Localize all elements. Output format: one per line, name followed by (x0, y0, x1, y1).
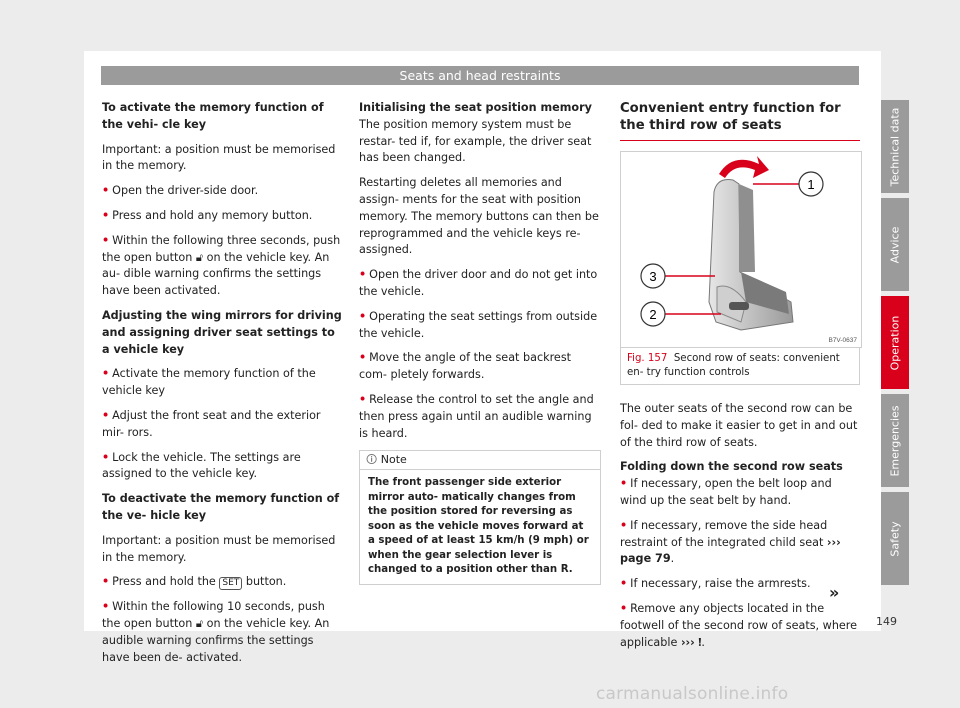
bullet-icon: • (359, 309, 367, 323)
warning-reference-link[interactable]: ››› (680, 635, 695, 649)
note-label: Note (380, 453, 407, 467)
bullet-icon: • (102, 184, 110, 198)
bullet-item (102, 233, 344, 300)
bullet-item (359, 392, 601, 442)
page-number: 149 (876, 615, 897, 628)
bullet-text: on the vehicle key. An au- dible warning confirms the settings have been activated. (102, 250, 330, 298)
bullet-text: If necessary, open the belt loop and wind up the seat belt by hand. (620, 477, 832, 507)
bullet-item (620, 601, 860, 651)
bullet-icon: • (102, 408, 110, 422)
bullet-icon: • (359, 351, 367, 365)
bullet-item (359, 350, 601, 384)
arrow-icon (719, 156, 769, 178)
column-right (620, 100, 860, 659)
heading-initialising: Initialising the seat position memory (359, 101, 592, 114)
bullet-icon: • (620, 477, 628, 491)
callout-label: 1 (807, 177, 815, 192)
bullet-icon: • (102, 600, 110, 614)
tab-advice[interactable] (881, 198, 909, 291)
tab-emergencies[interactable] (881, 394, 909, 487)
tab-label: Safety (888, 520, 902, 557)
page-reference-link[interactable]: ››› page 79 (620, 535, 841, 566)
bullet-icon: • (102, 367, 110, 381)
continue-mark: » (829, 583, 840, 602)
callout-label: 3 (649, 269, 657, 284)
tab-label: Operation (888, 315, 902, 370)
bullet-icon: • (359, 268, 367, 282)
bullet-text: . (670, 552, 675, 566)
tab-technical-data[interactable] (881, 100, 909, 193)
bullet-text: If necessary, remove the side head restraint of the integrated child seat (620, 518, 828, 549)
bullet-text: If necessary, raise the armrests. (630, 577, 811, 591)
note-box (359, 450, 601, 585)
column-left (102, 100, 344, 674)
note-header (360, 451, 600, 470)
bullet-icon: • (102, 450, 110, 464)
bullet-icon: • (102, 233, 110, 247)
note-text: The front passenger side exterior mirror auto- matically changes from the position stored for reversing as soon as the vehicle moves forward at a speed of at least 15 km/h (9 mph) or when the gear selection lever is changed to a position other than R. (368, 477, 589, 576)
figure-seat-controls (620, 151, 862, 348)
bullet-icon: • (620, 577, 628, 591)
tab-label: Emergencies (888, 404, 902, 477)
bullet-text: . (701, 635, 705, 649)
bullet-item (359, 309, 601, 343)
bullet-item (102, 450, 344, 484)
key-unlock-icon: 🔓︎ (195, 250, 204, 264)
bullet-text: Open the driver door and do not get into the vehicle. (359, 268, 598, 298)
bullet-text: Within the following three seconds, push the open button (102, 233, 341, 264)
text-important: Important: a position must be memorised in the memory. (102, 142, 336, 173)
column-middle (359, 100, 601, 585)
bullet-text: Lock the vehicle. The settings are assigned to the vehicle key. (102, 450, 301, 481)
figure-code: B7V-0637 (828, 337, 857, 344)
bullet-text: button. (245, 575, 287, 589)
bullet-icon: • (102, 208, 110, 222)
bullet-item (102, 599, 344, 666)
bullet-text: Press and hold any memory button. (112, 208, 313, 222)
bullet-text: Open the driver-side door. (112, 184, 259, 198)
bullet-text: Press and hold the (112, 575, 216, 589)
text-important: Important: a position must be memorised in the memory. (102, 533, 336, 564)
text-paragraph: The position memory system must be restar- ted if, for example, the driver seat has been changed. (359, 117, 592, 165)
bullet-text: Within the following 10 seconds, push the open button (102, 600, 325, 630)
callout-label: 2 (649, 307, 657, 322)
bullet-text: Remove any objects located in the footwell of the second row of seats, where applicable (620, 601, 858, 649)
bullet-text: on the vehicle key. An audible warning confirms the settings have been de- activated. (102, 616, 330, 664)
bullet-text: Activate the memory function of the vehicle key (102, 367, 316, 398)
footer-watermark: carmanualsonline.info (596, 684, 789, 704)
bullet-icon: • (359, 392, 367, 406)
section-header: Seats and head restraints (101, 66, 859, 85)
note-icon: 🛈︎ (366, 453, 378, 467)
bullet-item (102, 183, 344, 200)
bullet-item (102, 408, 344, 442)
tab-label: Advice (888, 226, 902, 263)
heading-folding: Folding down the second row seats (620, 460, 843, 474)
tab-safety[interactable] (881, 492, 909, 585)
key-unlock-icon: 🔓︎ (195, 616, 204, 630)
heading-deactivate: To deactivate the memory function of the ve- hicle key (102, 492, 340, 522)
bullet-text: Move the angle of the seat backrest com- pletely forwards. (359, 351, 572, 382)
tab-operation[interactable] (881, 296, 909, 389)
bullet-item (102, 574, 344, 591)
set-key-label: SET (219, 577, 242, 590)
bullet-text: Release the control to set the angle and then press again until an audible warning is heard. (359, 392, 594, 440)
heading-adjust: Adjusting the wing mirrors for driving and assigning driver seat settings to a vehicle key (102, 308, 342, 356)
seat-illustration (621, 152, 861, 347)
figure-caption-text: Second row of seats: convenient en- try function controls (627, 353, 840, 378)
bullet-item (620, 576, 860, 593)
bullet-item (359, 267, 601, 301)
bullet-icon: • (620, 601, 628, 615)
bullet-item (102, 366, 344, 400)
bullet-text: Operating the seat settings from outside the vehicle. (359, 309, 598, 340)
bullet-icon: • (102, 575, 110, 589)
text-paragraph: Restarting deletes all memories and assign- ments for the seat with position memory. The memory buttons can then be reprogrammed and the vehicle keys re-assigned. (359, 176, 599, 257)
figure-caption (620, 348, 860, 385)
figure-number: Fig. 157 (627, 353, 668, 364)
bullet-text: Adjust the front seat and the exterior mir- rors. (102, 408, 321, 439)
warning-icon: ❗︎ (698, 635, 702, 649)
section-title: Convenient entry function for the third row of seats (620, 100, 860, 141)
bullet-item (102, 208, 344, 225)
bullet-icon: • (620, 518, 628, 532)
bullet-item (620, 476, 860, 510)
bullet-item (620, 518, 860, 568)
tab-label: Technical data (888, 107, 902, 186)
text-paragraph: The outer seats of the second row can be fol- ded to make it easier to get in and out of the third row of seats. (620, 402, 858, 449)
heading-activate: To activate the memory function of the vehi- cle key (102, 101, 324, 131)
